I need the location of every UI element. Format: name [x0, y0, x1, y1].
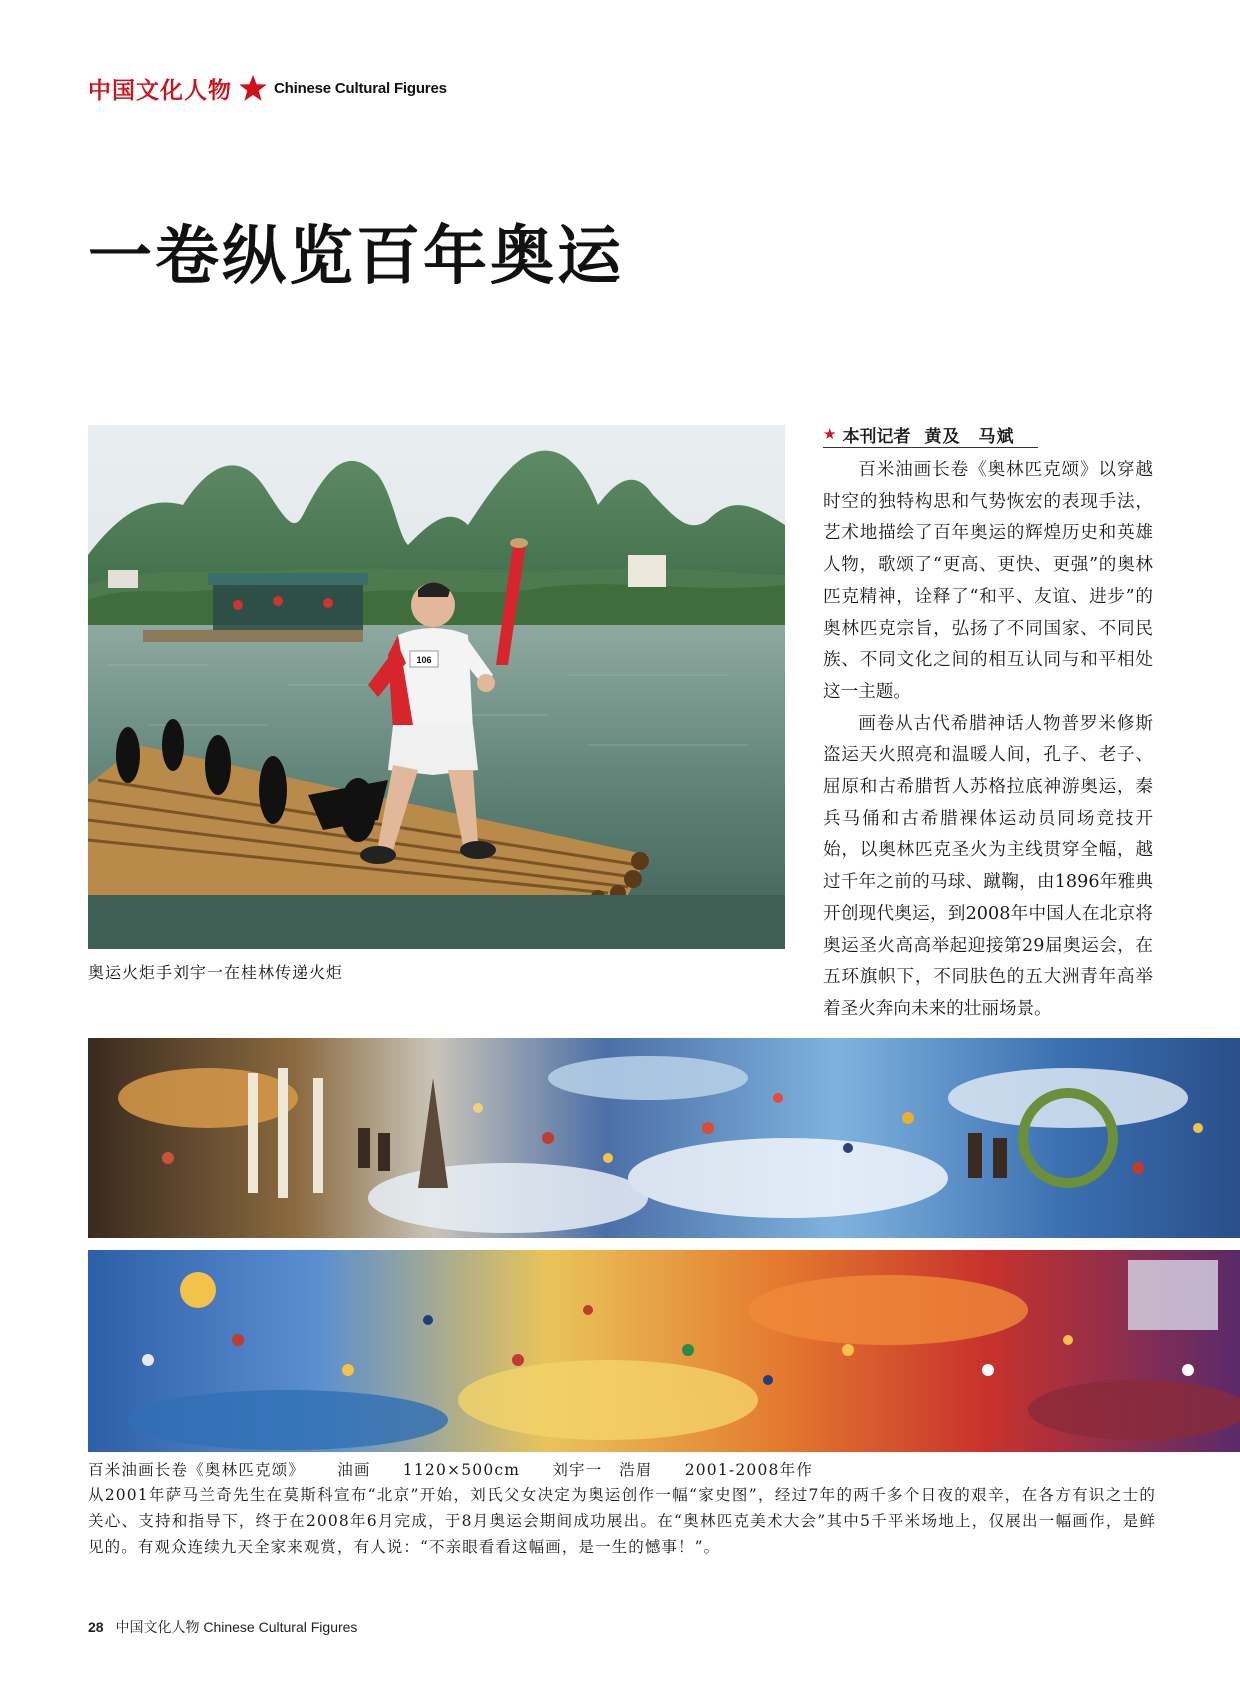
byline-authors: 黄及 马斌 — [924, 426, 1015, 447]
painting-size: 1120×500cm — [402, 1461, 521, 1479]
painting-medium: 油画 — [337, 1461, 371, 1479]
magazine-brand — [88, 72, 447, 104]
runner-bib: 106 — [416, 655, 432, 665]
painting-artists: 刘宇一 浩眉 — [552, 1461, 653, 1479]
brand-title-en: Chinese Cultural Figures — [274, 79, 447, 97]
torch-bearer-photo — [88, 425, 785, 949]
brand-title-cn: 中国文化人物 — [88, 76, 232, 104]
star-icon — [238, 73, 268, 103]
article-paragraph: 百米油画长卷《奥林匹克颂》以穿越时空的独特构思和气势恢宏的表现手法，艺术地描绘了百年奥运的辉煌历史和英雄人物，歌颂了“更高、更快、更强”的奥林匹克精神，诠释了“和平、友谊、进步”的奥林匹克宗旨，弘扬了不同国家、不同民族、不同文化之间的相互认同与和平相处这一主题。 — [823, 460, 1153, 702]
byline-role: 本刊记者 — [842, 426, 911, 447]
page-number: 28 — [88, 1619, 104, 1635]
painting-caption — [88, 1458, 839, 1480]
article-title: 一卷纵览百年奥运 — [88, 219, 624, 294]
painting-title: 百米油画长卷《奥林匹克颂》 — [88, 1461, 306, 1479]
painting-description: 从2001年萨马兰奇先生在莫斯科宣布“北京”开始，刘氏父女决定为奥运创作一幅“家史图”，经过7年的两千多个日夜的艰辛，在各方有识之士的关心、支持和指导下，终于在2008年6月完成，于8月奥运会期间成功展出。在“奥林匹克美术大会”其中5千平米场地上，仅展出一幅画作，是鲜见的。有观众连续九天全家来观赏，有人说：“不亲眼看看这幅画，是一生的憾事！”。 — [88, 1486, 1156, 1556]
star-icon: ★ — [823, 425, 837, 443]
byline — [823, 421, 1038, 448]
article-paragraph: 画卷从古代希腊神话人物普罗米修斯盗运天火照亮和温暖人间，孔子、老子、屈原和古希腊哲人苏格拉底神游奥运，秦兵马俑和古希腊裸体运动员同场竞技开始，以奥林匹克圣火为主线贯穿全幅，越过千年之前的马球、蹴鞠，由1896年雅典开创现代奥运，到2008年中国人在北京将奥运圣火高高举起迎接第29届奥运会，在五环旗帜下，不同肤色的五大洲青年高举着圣火奔向未来的壮丽场景。 — [823, 713, 1153, 1019]
painting-date: 2001-2008年作 — [684, 1461, 814, 1479]
photo-caption: 奥运火炬手刘宇一在桂林传递火炬 — [88, 963, 344, 982]
painting-panorama-lower — [88, 1250, 1240, 1452]
painting-panorama-upper — [88, 1038, 1240, 1238]
article-body — [823, 455, 1153, 1026]
footer-text: 中国文化人物 Chinese Cultural Figures — [115, 1619, 358, 1635]
page-footer — [88, 1617, 357, 1637]
